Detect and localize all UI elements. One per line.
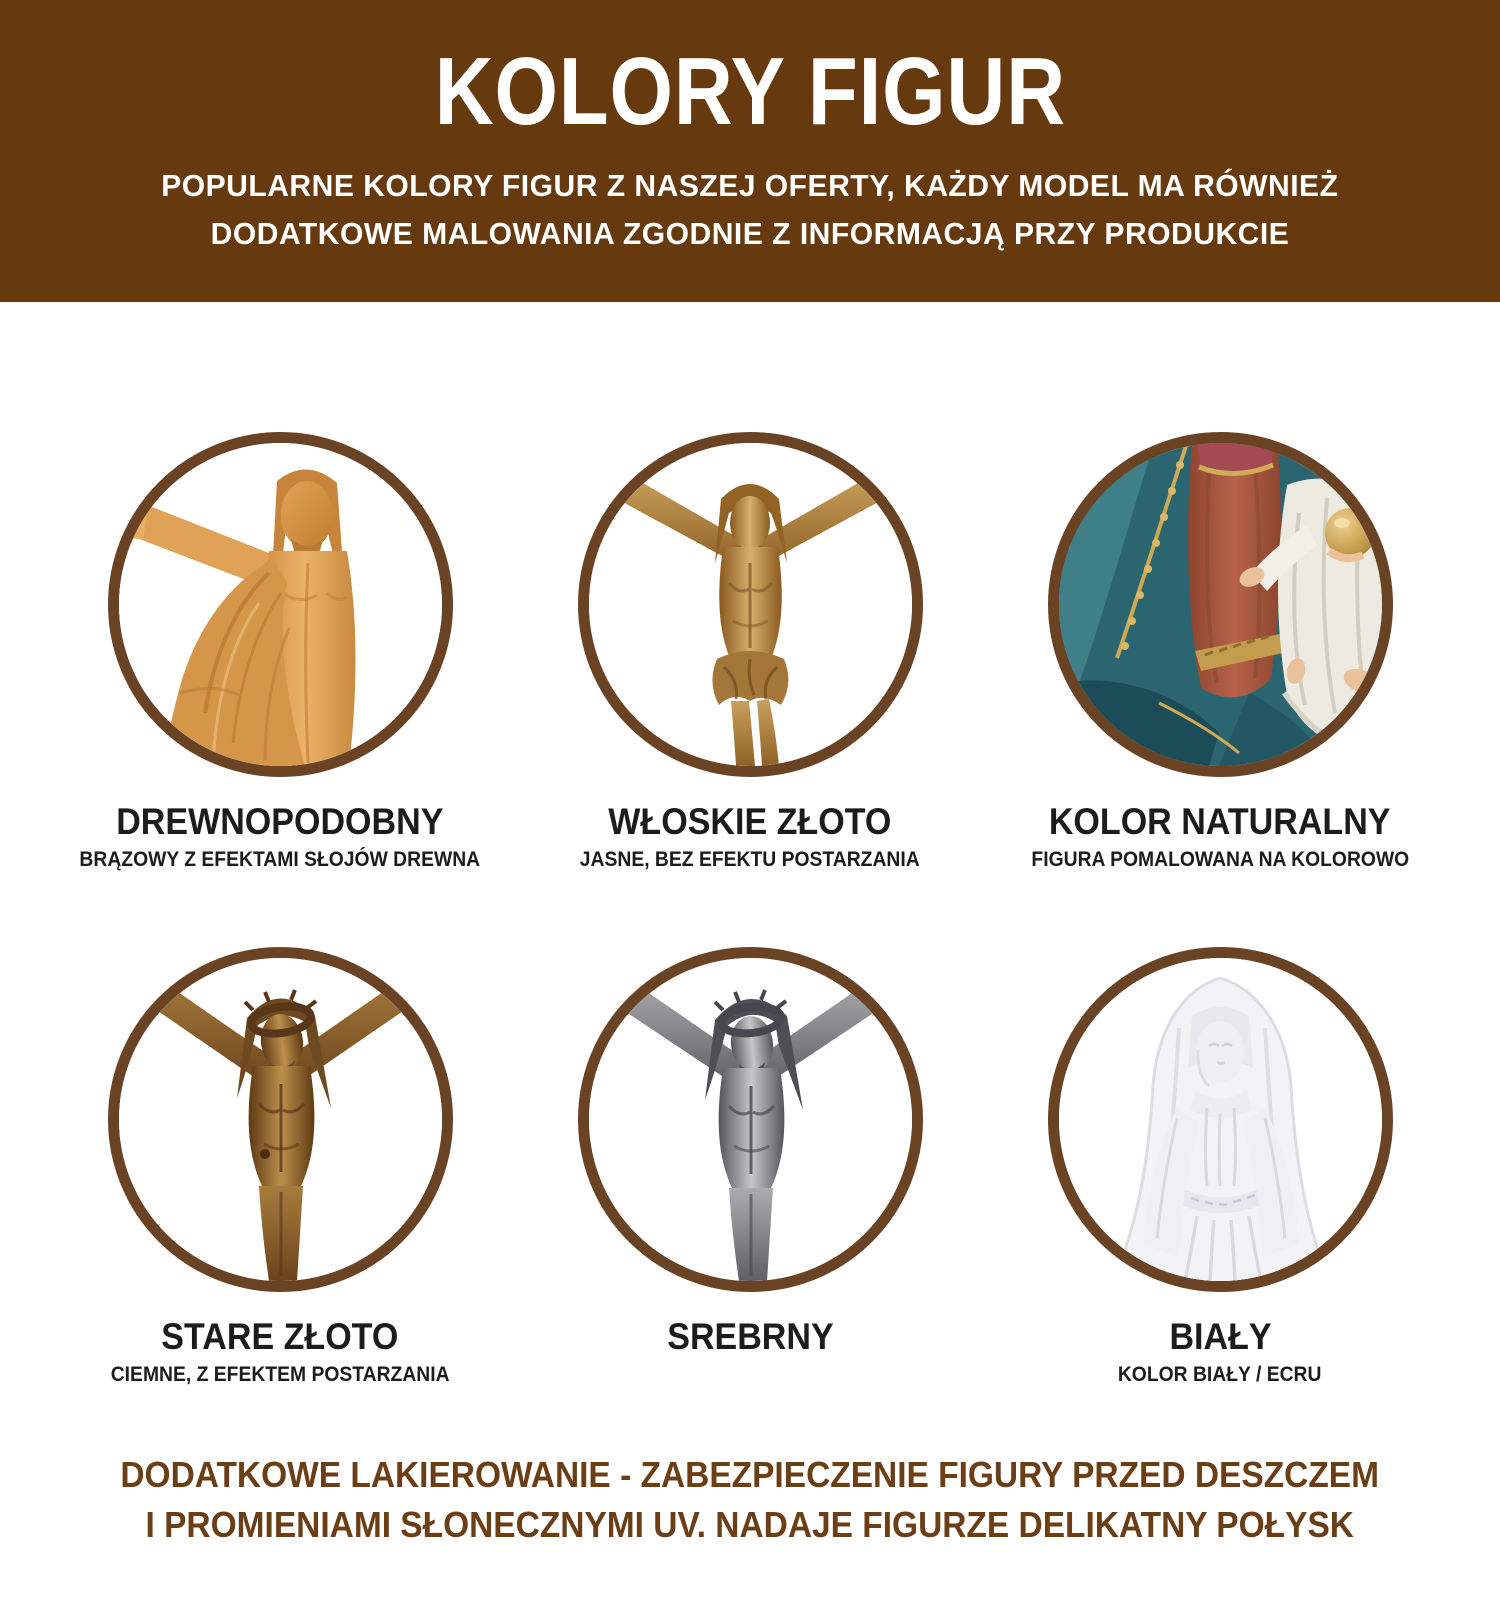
color-option-srebrny [515,947,985,1385]
item-title: SREBRNY [666,1316,834,1357]
item-subtitle: CIEMNE, Z EFEKTEM POSTARZANIA [110,1363,450,1386]
page-title-text: KOLORY FIGUR [434,38,1066,145]
color-option-stare-zloto [45,947,515,1385]
item-title: STARE ZŁOTO [161,1316,399,1357]
item-subtitle: JASNE, BEZ EFEKTU POSTARZANIA [580,848,920,871]
color-option-drewnopodobny [45,432,515,870]
header-banner [0,0,1500,302]
color-option-bialy [985,947,1455,1385]
color-option-wloskie-zloto [515,432,985,870]
painted-mary-graphic [1059,443,1382,766]
footer-line2: I PROMIENIAMI SŁONECZNYMI UV. NADAJE FIGURZE DELIKATNY POŁYSK [145,1503,1355,1545]
wood-finish-jesus-statue-image [108,432,453,777]
page-subtitle [0,162,1500,258]
item-subtitle: BRĄZOWY Z EFEKTAMI SŁOJÓW DREWNA [79,848,481,871]
silver-crucifix-graphic [589,958,912,1281]
page-subtitle-line1: POPULARNE KOLORY FIGUR Z NASZEJ OFERTY, KAŻDY MODEL MA RÓWNIEŻ [161,168,1339,203]
item-title: BIAŁY [1168,1316,1272,1357]
page-subtitle-line2: DODATKOWE MALOWANIA ZGODNIE Z INFORMACJĄ PRZY PRODUKCIE [210,216,1290,252]
footer-note [0,1450,1500,1549]
color-options-row-1 [45,432,1455,870]
white-mary-statue-image [1048,947,1393,1292]
white-mary-graphic [1059,958,1382,1281]
antique-gold-crucifix-graphic [119,958,442,1281]
item-subtitle: KOLOR BIAŁY / ECRU [1118,1363,1322,1386]
item-subtitle: FIGURA POMALOWANA NA KOLOROWO [1031,848,1409,871]
wood-statue-graphic [119,443,442,766]
painted-mary-with-child-image [1048,432,1393,777]
page-title [0,38,1500,145]
antique-gold-crucifix-image [108,947,453,1292]
item-title: DREWNOPODOBNY [116,801,444,842]
silver-crucifix-image [578,947,923,1292]
bright-gold-crucifix-image [578,432,923,777]
bright-gold-crucifix-graphic [589,443,912,766]
color-option-kolor-naturalny [985,432,1455,870]
color-options-row-2 [45,947,1455,1385]
footer-line1: DODATKOWE LAKIEROWANIE - ZABEZPIECZENIE FIGURY PRZED DESZCZEM [120,1454,1380,1495]
item-title: KOLOR NATURALNY [1049,801,1391,842]
item-title: WŁOSKIE ZŁOTO [608,801,892,842]
